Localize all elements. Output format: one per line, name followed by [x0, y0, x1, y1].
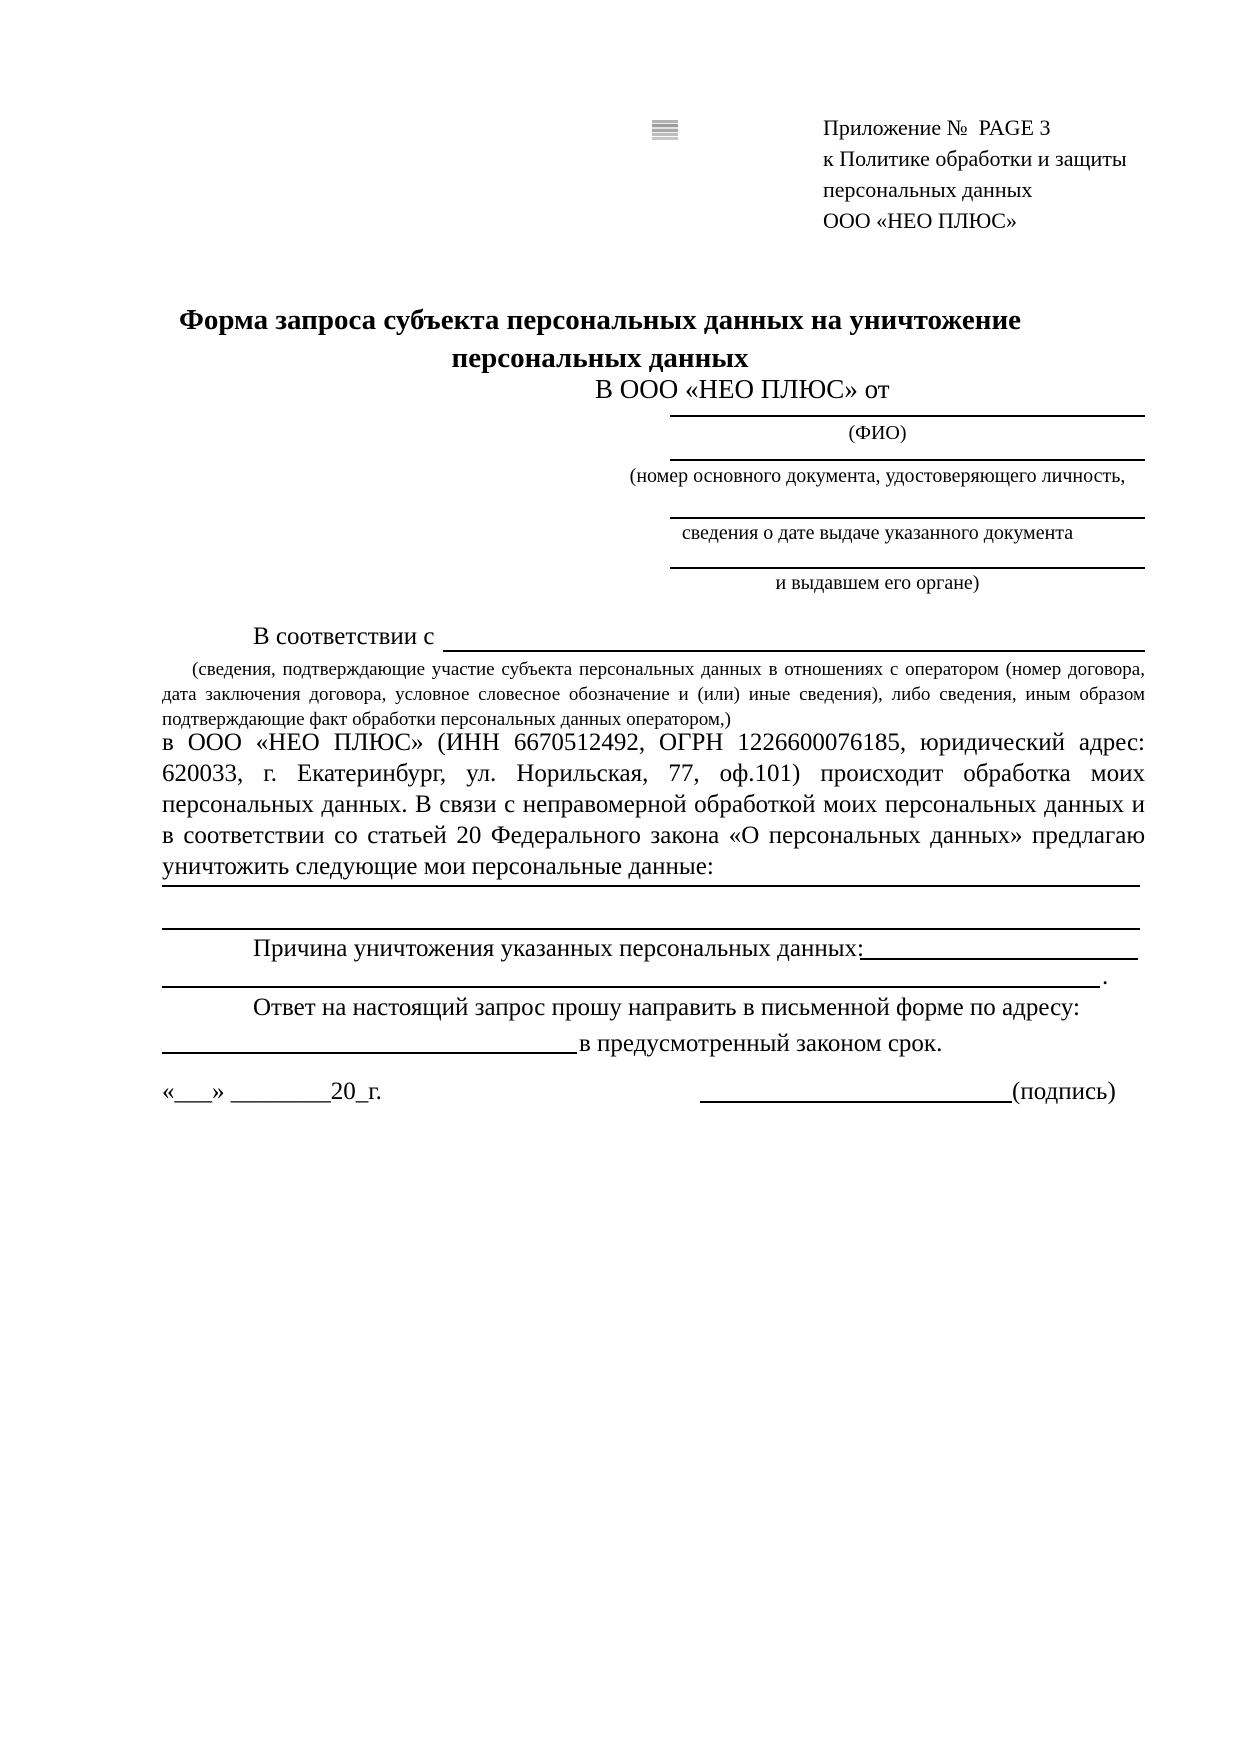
document-number-caption: (номер основного документа, удостоверяющего личность,	[629, 465, 1126, 487]
title-line-1: Форма запроса субъекта персональных данных на уничтожение	[178, 304, 1022, 336]
date-line: «___» ________20_г.	[162, 1078, 382, 1105]
body-paragraph: в ООО «НЕО ПЛЮС» (ИНН 6670512492, ОГРН 1226600076185, юридический адрес: 620033, г. Екатеринбург, ул. Норильская, 77, оф.101) происходит обработка моих персональных данных. В связи с неправомерной обработкой моих персональных данных и в соответствии со статьей 20 Федерального закона «О персональных данных» предлагаю уничтожить следующие мои персональные данные:	[162, 729, 1145, 880]
signature-blank-line	[700, 1101, 1012, 1103]
data-blank-line-1	[162, 885, 1140, 887]
appendix-number-line: Приложение № PAGE 3	[823, 115, 1051, 140]
document-number-blank-line	[670, 459, 1145, 461]
policy-line-2: персональных данных	[823, 177, 1033, 202]
reason-label: Причина уничтожения указанных персональных данных:	[253, 935, 864, 962]
signature-caption: (подпись)	[1012, 1078, 1116, 1105]
accordance-note: (сведения, подтверждающие участие субъекта персональных данных в отношениях с оператором (номер договора, дата заключения договора, условное словесное обозначение и (или) иные сведения), либо сведения, иным образом подтверждающие факт обработки персональных данных оператором,)	[162, 659, 1145, 730]
fio-caption: (ФИО)	[848, 422, 907, 444]
accordance-label: В соответствии с	[253, 623, 435, 650]
org-name-line: ООО «НЕО ПЛЮС»	[823, 208, 1017, 233]
accordance-blank-line	[443, 650, 1145, 652]
issuing-authority-blank-line	[670, 567, 1145, 569]
policy-line-1: к Политике обработки и защиты	[823, 146, 1127, 171]
title-line-2: персональных данных	[451, 342, 749, 374]
response-tail: в предусмотренный законом срок.	[579, 1030, 943, 1057]
address-blank-line	[162, 1052, 577, 1054]
issuing-authority-caption: и выдавшем его органе)	[775, 572, 980, 594]
response-line: Ответ на настоящий запрос прошу направить в письменной форме по адресу:	[253, 994, 1080, 1021]
data-blank-line-2	[162, 928, 1140, 930]
blurred-stamp-icon	[652, 120, 678, 140]
document-title	[176, 301, 1024, 377]
reason-blank-line-1	[860, 958, 1138, 960]
reason-blank-line-2	[162, 986, 1100, 988]
fio-blank-line	[670, 415, 1145, 417]
appendix-header	[823, 112, 1153, 236]
issue-date-caption: сведения о дате выдаче указанного документа	[681, 522, 1074, 544]
addressee-line: В ООО «НЕО ПЛЮС» от	[595, 374, 890, 404]
reason-period: .	[1102, 963, 1109, 990]
issue-date-blank-line	[670, 517, 1145, 519]
